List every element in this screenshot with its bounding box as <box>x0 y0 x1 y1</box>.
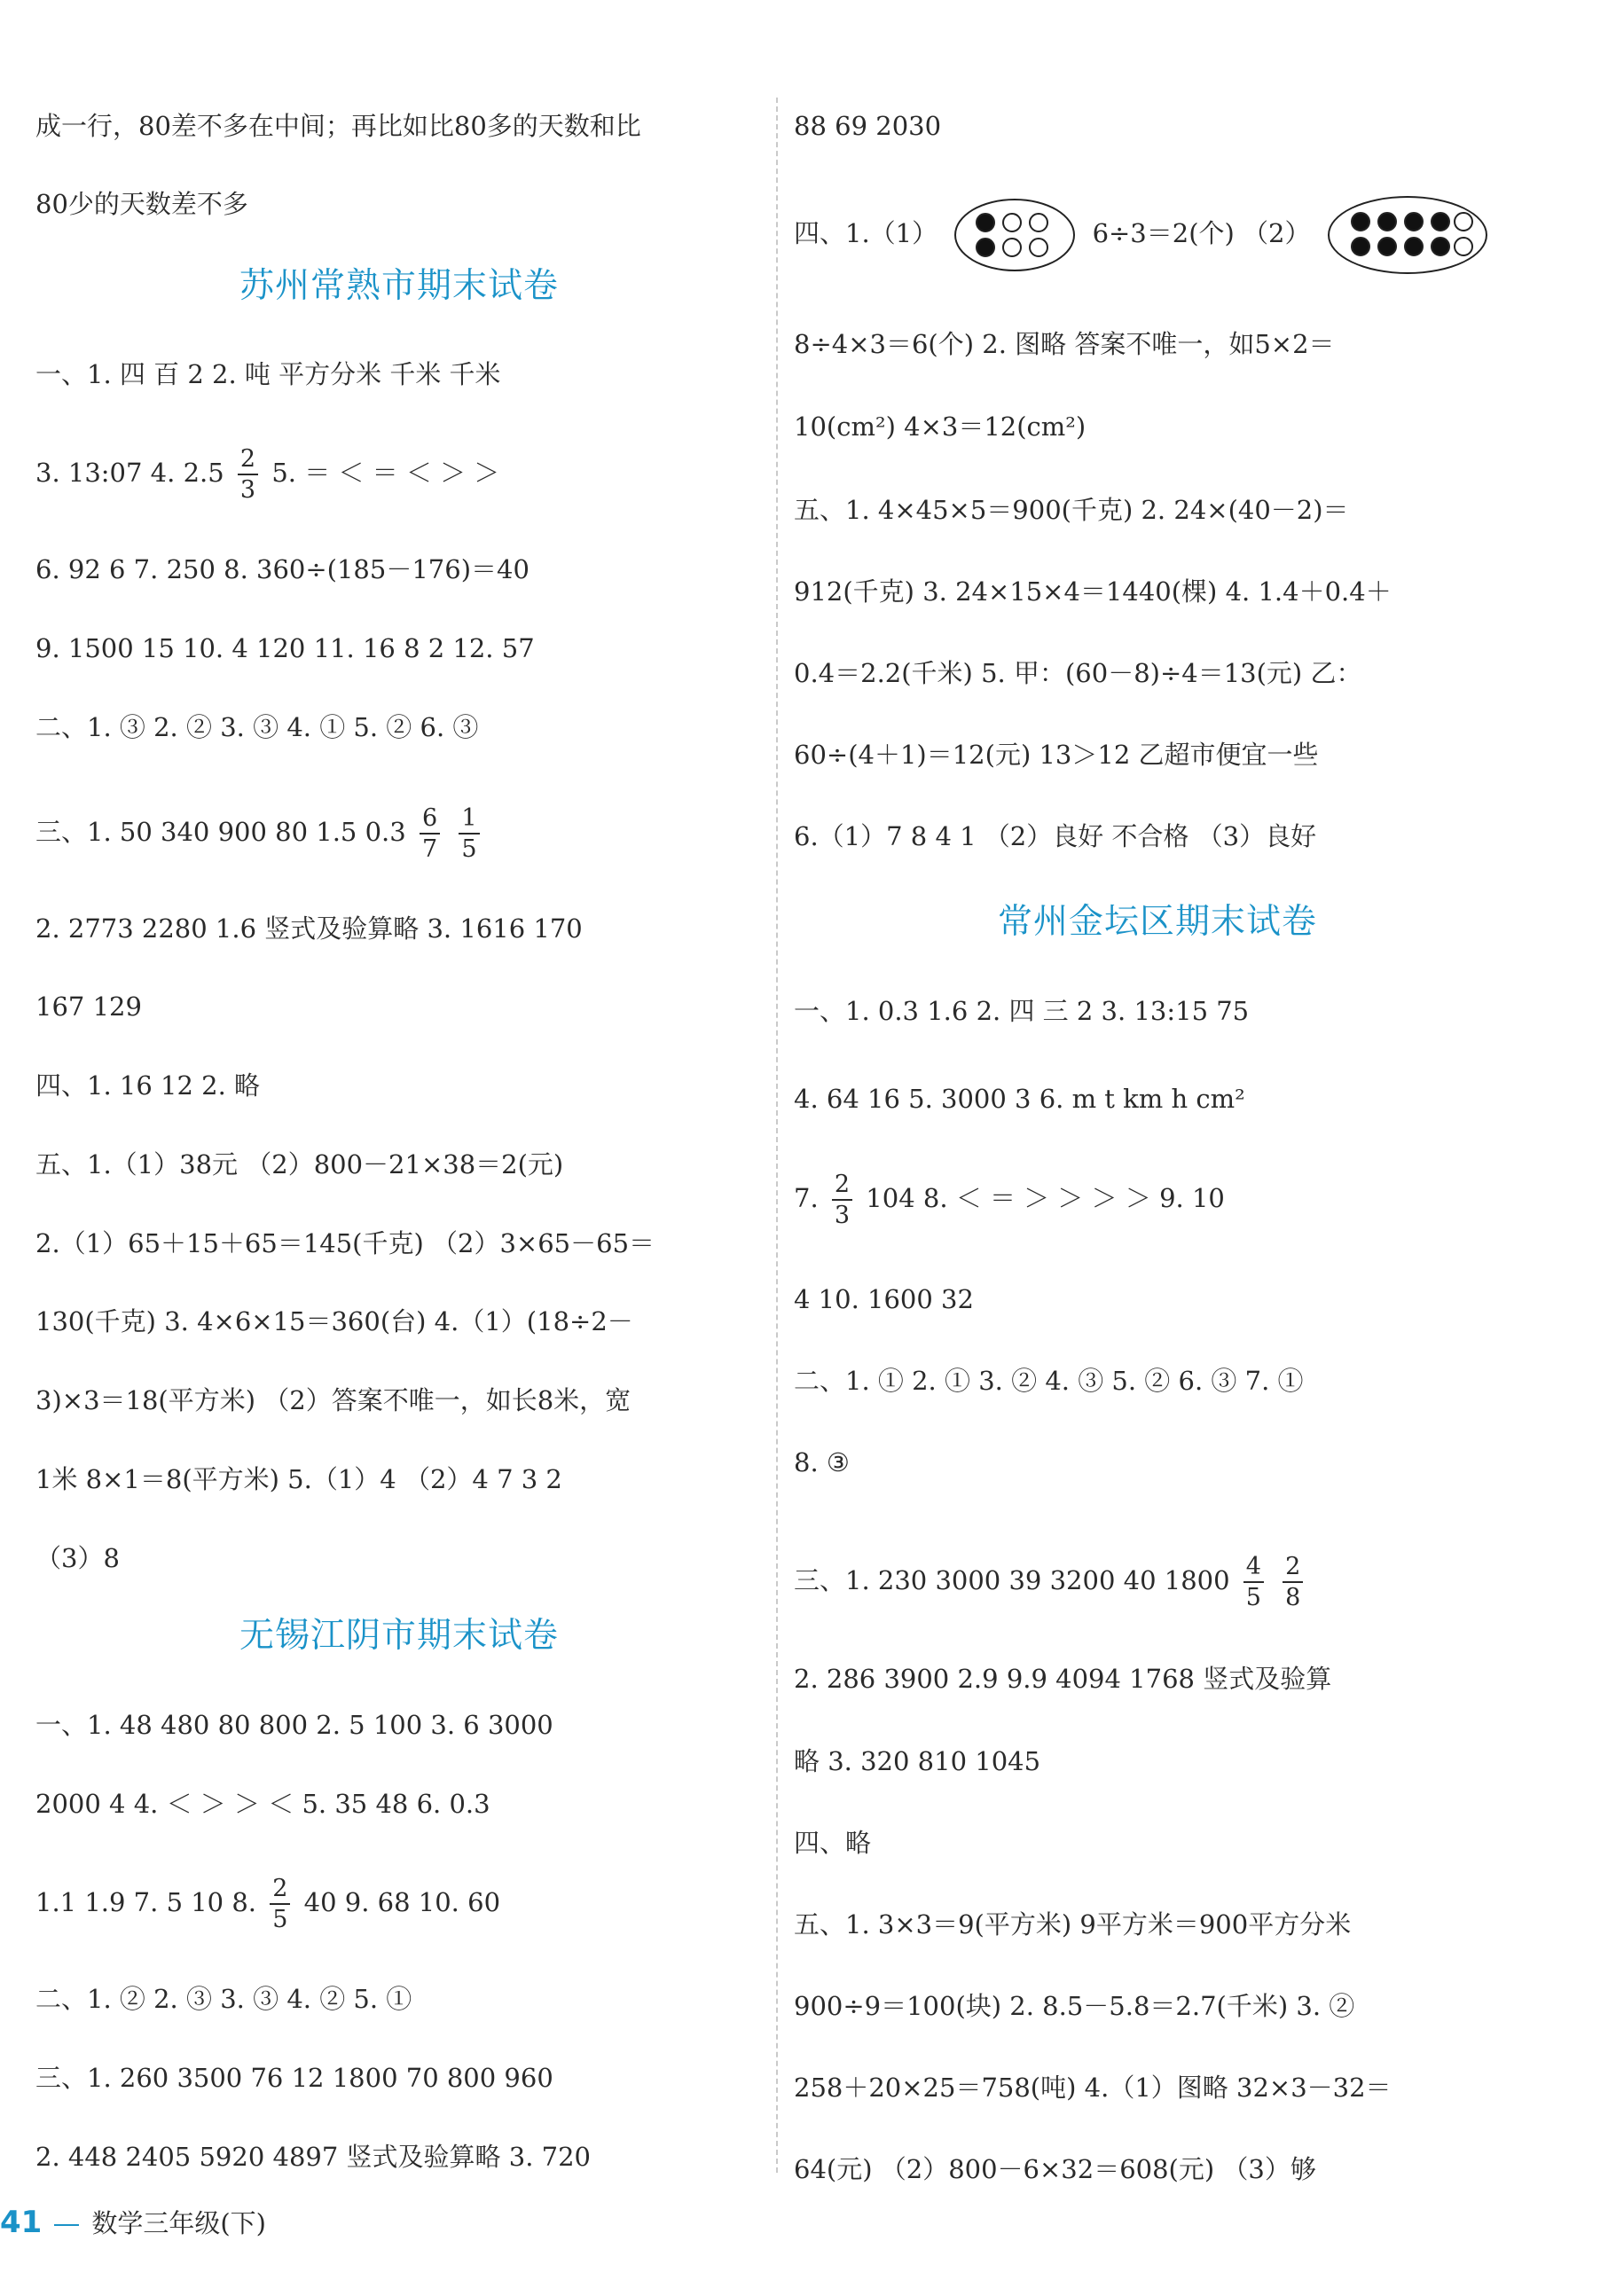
answer-line: 3)×3＝18(平方米) （2）答案不唯一，如长8米，宽 <box>35 1385 631 1415</box>
section-title: 无锡江阴市期末试卷 <box>239 1616 559 1656</box>
answer-line: 0.4＝2.2(千米) 5. 甲：(60－8)÷4＝13(元) 乙： <box>794 658 1362 688</box>
answer-text: 104 8. <box>866 1183 948 1213</box>
answer-line: 二、1. ② 2. ③ 3. ③ 4. ② 5. ① <box>35 1984 412 2014</box>
answer-line <box>794 193 1496 273</box>
text-line: 成一行，80差不多在中间；再比如比80多的天数和比 <box>35 111 641 141</box>
fraction: $\frac{4}{5}$ <box>1243 1555 1264 1610</box>
answer-line: 900÷9＝100(块) 2. 8.5－5.8＝2.7(千米) 3. ② <box>794 1991 1355 2021</box>
answer-line: 88 69 2030 <box>794 111 942 141</box>
answer-line: 6. 92 6 7. 250 8. 360÷(185－176)＝40 <box>35 554 530 584</box>
answer-text: 四、1.（1） <box>794 218 938 248</box>
filled-dot <box>976 238 995 257</box>
filled-dot <box>1377 237 1397 256</box>
answer-text: 3. 13:07 4. 2.5 <box>35 458 224 488</box>
answer-line: 一、1. 0.3 1.6 2. 四 三 2 3. 13:15 75 <box>794 996 1250 1026</box>
answer-text: 三、1. 230 3000 39 3200 40 1800 <box>794 1565 1230 1595</box>
fraction: $\frac{2}{3}$ <box>832 1172 852 1227</box>
book-subject: 数学三年级(下) <box>91 2208 266 2238</box>
answer-line: 二、1. ③ 2. ② 3. ③ 4. ① 5. ② 6. ③ <box>35 712 479 742</box>
empty-dot <box>1029 213 1048 232</box>
page-footer <box>0 2205 266 2241</box>
answer-line: 10(cm²) 4×3＝12(cm²) <box>794 411 1086 442</box>
answer-text: 7. <box>794 1183 819 1213</box>
column-divider <box>776 98 778 2173</box>
answer-text: 三、1. 50 340 900 80 1.5 0.3 <box>35 817 406 847</box>
filled-dot <box>1377 212 1397 231</box>
page-number: 41 <box>0 2205 43 2240</box>
answer-text: ＜ ＝ ＞ ＞ ＞ ＞ 9. 10 <box>955 1183 1225 1213</box>
answer-line: 五、1. 4×45×5＝900(千克) 2. 24×(40－2)＝ <box>794 495 1349 525</box>
dots-diagram <box>1328 196 1487 274</box>
footer-dash <box>54 2224 79 2226</box>
answer-line: 五、1. 3×3＝9(平方米) 9平方米＝900平方分米 <box>794 1909 1352 1939</box>
answer-line: 略 3. 320 810 1045 <box>794 1746 1041 1776</box>
empty-dot <box>1454 212 1473 231</box>
answer-line: 三、1. 260 3500 76 12 1800 70 800 960 <box>35 2063 553 2093</box>
answer-line: 四、1. 16 12 2. 略 <box>35 1070 261 1101</box>
answer-text: 6÷3＝2(个) （2） <box>1092 218 1311 248</box>
answer-line: 130(千克) 3. 4×6×15＝360(台) 4.（1）(18÷2－ <box>35 1306 633 1336</box>
answer-text: 5. ＝ ＜ ＝ ＜ ＞ ＞ <box>271 458 500 488</box>
answer-line: 2. 286 3900 2.9 9.9 4094 1768 竖式及验算 <box>794 1664 1332 1694</box>
section-title: 常州金坛区期末试卷 <box>997 902 1317 942</box>
fraction: $\frac{1}{5}$ <box>459 806 479 861</box>
answer-line: 912(千克) 3. 24×15×4＝1440(棵) 4. 1.4＋0.4＋ <box>794 576 1392 607</box>
answer-line: 167 129 <box>35 991 142 1022</box>
answer-line: 258＋20×25＝758(吨) 4.（1）图略 32×3－32＝ <box>794 2073 1392 2103</box>
fraction: $\frac{2}{8}$ <box>1283 1555 1303 1610</box>
answer-line: 64(元) （2）800－6×32＝608(元) （3）够 <box>794 2154 1316 2184</box>
answer-line <box>794 1540 1308 1620</box>
answer-line: 9. 1500 15 10. 4 120 11. 16 8 2 12. 57 <box>35 633 535 663</box>
filled-dot <box>1351 237 1370 256</box>
filled-dot <box>1404 212 1424 231</box>
fraction: $\frac{6}{7}$ <box>420 806 440 861</box>
filled-dot <box>1404 237 1424 256</box>
section-title: 苏州常熟市期末试卷 <box>239 266 559 306</box>
answer-line <box>35 433 499 513</box>
answer-line: 6.（1）7 8 4 1 （2）良好 不合格 （3）良好 <box>794 821 1317 851</box>
answer-line <box>35 1862 500 1942</box>
dots-diagram <box>954 199 1075 271</box>
answer-line: 2000 4 4. ＜ ＞ ＞ ＜ 5. 35 48 6. 0.3 <box>35 1789 490 1819</box>
empty-dot <box>1002 238 1022 257</box>
filled-dot <box>1351 212 1370 231</box>
empty-dot <box>1029 238 1048 257</box>
answer-line: 60÷(4＋1)＝12(元) 13＞12 乙超市便宜一些 <box>794 740 1319 770</box>
answer-line <box>794 1158 1225 1238</box>
answer-line: 2. 2773 2280 1.6 竖式及验算略 3. 1616 170 <box>35 913 583 944</box>
answer-line: 二、1. ① 2. ① 3. ② 4. ③ 5. ② 6. ③ 7. ① <box>794 1366 1304 1396</box>
answer-line: 1米 8×1＝8(平方米) 5.（1）4 （2）4 7 3 2 <box>35 1464 562 1494</box>
answer-line: 2.（1）65＋15＋65＝145(千克) （2）3×65－65＝ <box>35 1228 655 1258</box>
answer-line: 8÷4×3＝6(个) 2. 图略 答案不唯一，如5×2＝ <box>794 329 1335 359</box>
filled-dot <box>1431 212 1450 231</box>
text-line: 80少的天数差不多 <box>35 189 248 219</box>
empty-dot <box>1454 237 1473 256</box>
filled-dot <box>976 213 995 232</box>
filled-dot <box>1431 237 1450 256</box>
empty-dot <box>1002 213 1022 232</box>
answer-line: 一、1. 四 百 2 2. 吨 平方分米 千米 千米 <box>35 359 501 389</box>
answer-text: 40 9. 68 10. 60 <box>303 1887 501 1917</box>
answer-line: 4 10. 1600 32 <box>794 1284 974 1314</box>
answer-line: 四、略 <box>794 1828 872 1858</box>
fraction: $\frac{2}{5}$ <box>270 1877 290 1932</box>
answer-line: 一、1. 48 480 80 800 2. 5 100 3. 6 3000 <box>35 1710 553 1740</box>
answer-line: （3）8 <box>35 1543 120 1573</box>
answer-line: 2. 448 2405 5920 4897 竖式及验算略 3. 720 <box>35 2142 591 2172</box>
answer-line <box>35 792 485 872</box>
answer-line: 8. ③ <box>794 1447 850 1477</box>
fraction: $\frac{2}{3}$ <box>238 447 258 502</box>
answer-text: 1.1 1.9 7. 5 10 8. <box>35 1887 257 1917</box>
answer-line: 4. 64 16 5. 3000 3 6. m t km h cm² <box>794 1084 1245 1114</box>
answer-line: 五、1.（1）38元 （2）800－21×38＝2(元) <box>35 1149 564 1179</box>
